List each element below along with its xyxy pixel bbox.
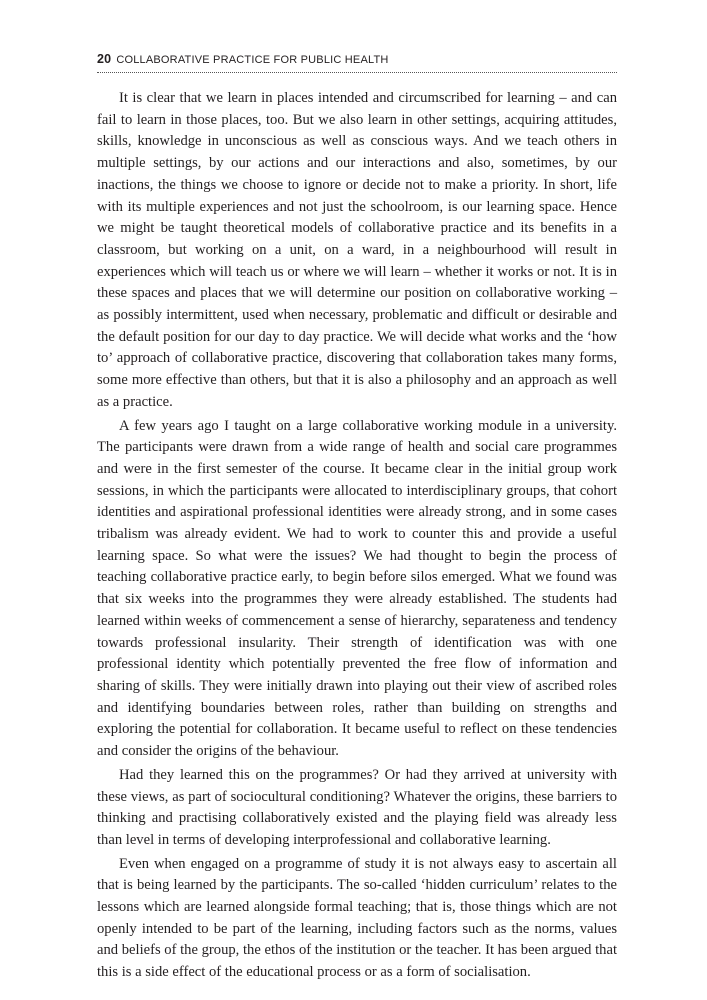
header-dotted-rule bbox=[97, 72, 617, 73]
paragraph-1: It is clear that we learn in places intended and circumscribed for learning – and can fail to learn in those places, too. But we also learn in other settings, acquiring attitudes, skills, knowledge in unconscious as well as conscious ways. And we teach others in multiple settings, by our actions and our interactions and also, sometimes, by our inactions, the things we choose to ignore or decide not to make a priority. In short, life with its multiple experiences and not just the schoolroom, is our learning space. Hence we might be taught theoretical models of collaborative practice and its benefits in a classroom, but working on a unit, on a ward, in a neighbourhood will result in experiences which will teach us or where we will learn – whether it works or not. It is in these spaces and places that we will determine our position on collaborative working – as possibly intermittent, used when necessary, problematic and difficult or desirable and the default position for our day to day practice. We will decide what works and the ‘how to’ approach of collaborative practice, discovering that collaboration takes many forms, some more effective than others, but that it is also a philosophy and an approach as well as a practice. bbox=[97, 90, 617, 410]
paragraph-4: Even when engaged on a programme of study it is not always easy to ascertain all that is being learned by the participants. The so-called ‘hidden curriculum’ relates to the lessons which are learned alongside formal teaching; that is, those things which are not openly intended to be part of the learning, including factors such as the norms, values and beliefs of the group, the ethos of the institution or the teacher. It has been argued that this is a side effect of the educational process or as a form of socialisation. bbox=[97, 855, 617, 981]
paragraph-2: A few years ago I taught on a large collaborative working module in a university. The participants were drawn from a wide range of health and social care programmes and were in the first semester of the course. It became clear in the initial group work sessions, in which the participants were allocated to interdisciplinary groups, that cohort identities and aspirational professional identities were already strong, and in some cases tribalism was already evident. We had to work to counter this and provide a useful learning space. So what were the issues? We had thought to begin the process of teaching collaborative practice early, to begin before silos emerged. What we found was that six weeks into the programmes they were already established. The students had learned within weeks of commencement a sense of hierarchy, separateness and tendency towards professional insularity. Their strength of identification was with one professional identity which potentially prevented the free flow of information and sharing of skills. They were initially drawn into playing out their view of ascribed roles and identifying boundaries between roles, rather than building on strengths and exploring the potential for collaboration. It became useful to reflect on these tendencies and consider the origins of the behaviour. bbox=[97, 417, 617, 760]
paragraph-3: Had they learned this on the programmes? Or had they arrived at university with these views, as part of sociocultural conditioning? Whatever the origins, these barriers to thinking and practising collaboratively existed and the playing field was already less than level in terms of developing interprofessional and collaborative learning. bbox=[97, 766, 617, 848]
book-page bbox=[97, 52, 617, 986]
body-text bbox=[97, 88, 617, 984]
running-header bbox=[97, 52, 617, 66]
running-title: COLLABORATIVE PRACTICE FOR PUBLIC HEALTH bbox=[116, 54, 389, 66]
page-number: 20 bbox=[97, 52, 112, 66]
